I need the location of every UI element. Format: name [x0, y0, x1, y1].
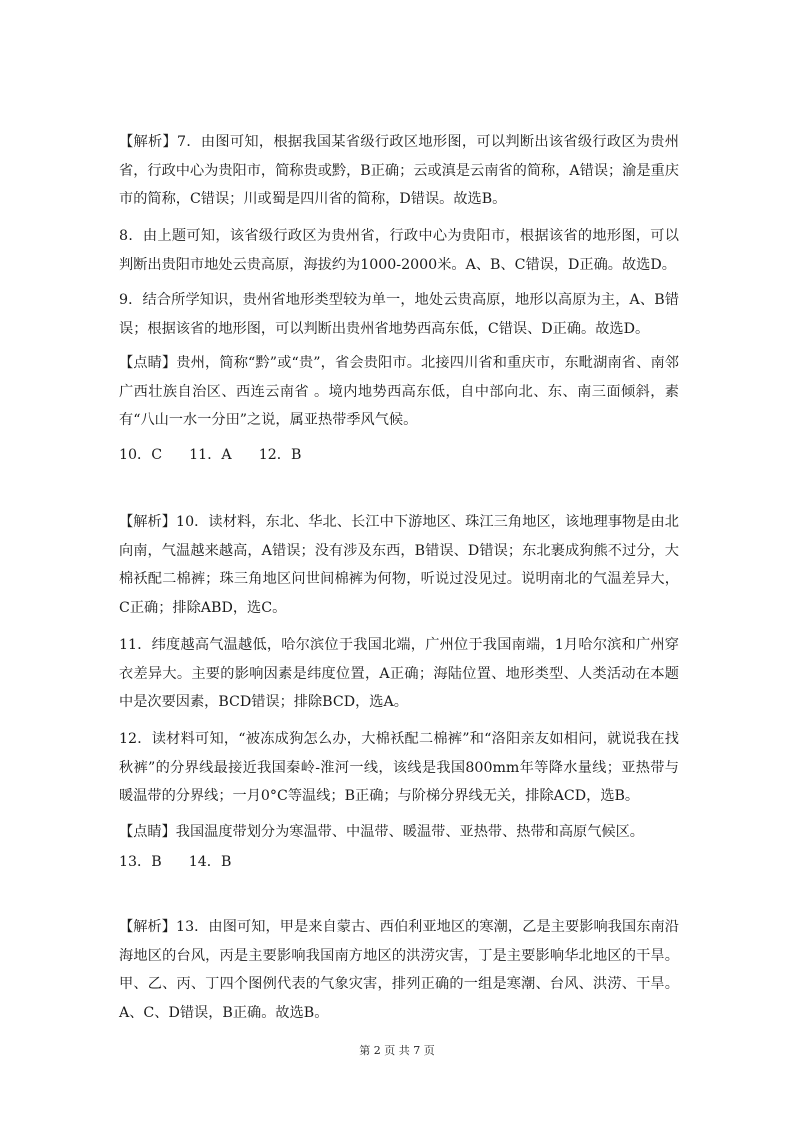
page-footer: 第 2 页 共 7 页 [359, 1044, 435, 1057]
paragraph-analysis-10: 【解析】10．读材料，东北、华北、长江中下游地区、珠江三角地区，该地理事物是由北向南，气温越来越高，A错误；没有涉及东西，B错误、D错误；东北裹成狗熊不过分，大棉袄配二棉裤；珠三角地区问世间棉裤为何物，听说过没见过。说明南北的气温差异大，C正确；排除ABD，选C。 [119, 514, 679, 616]
paragraph-analysis-11: 11．纬度越高气温越低，哈尔滨位于我国北端，广州位于我国南端，1月哈尔滨和广州穿衣差异大。主要的影响因素是纬度位置，A正确；海陆位置、地形类型、人类活动在本题中是次要因素，BCD错误；排除BCD，选A。 [119, 637, 679, 710]
paragraph-analysis-12: 12．读材料可知，“被冻成狗怎么办，大棉袄配二棉裤”和“洛阳亲友如相问，就说我在找秋裤”的分界线最接近我国秦岭-淮河一线，该线是我国800mm年等降水量线；亚热带与暖温带的分界线；一月0°C等温线；B正确；与阶梯分界线无关，排除ACD，选B。 [119, 731, 679, 804]
paragraph-analysis-7: 【解析】7．由图可知，根据我国某省级行政区地形图，可以判断出该省级行政区为贵州省，行政中心为贵阳市，简称贵或黔，B正确；云或滇是云南省的简称，A错误；渝是重庆市的简称，C错误；川或蜀是四川省的简称，D错误。故选B。 [119, 134, 679, 207]
answers-13-14: 13．B 14．B [119, 854, 232, 870]
answers-10-12: 10．C 11．A 12．B [119, 447, 302, 463]
paragraph-analysis-8: 8．由上题可知，该省级行政区为贵州省，行政中心为贵阳市，根据该省的地形图，可以判断出贵阳市地处云贵高原，海拔约为1000-2000米。A、B、C错误，D正确。故选D。 [119, 228, 679, 273]
paragraph-analysis-9: 9．结合所学知识，贵州省地形类型较为单一，地处云贵高原，地形以高原为主，A、B错误；根据该省的地形图，可以判断出贵州省地势西高东低，C错误、D正确。故选D。 [119, 292, 679, 337]
paragraph-tip-guizhou: 【点睛】贵州，简称“黔”或“贵”，省会贵阳市。北接四川省和重庆市，东毗湖南省、南邻广西壮族自治区、西连云南省 。境内地势西高东低，自中部向北、东、南三面倾斜，素有“八山一水一分田”之说，属亚热带季风气候。 [119, 355, 679, 428]
paragraph-analysis-13: 【解析】13．由图可知，甲是来自蒙古、西伯利亚地区的寒潮，乙是主要影响我国东南沿海地区的台风，丙是主要影响我国南方地区的洪涝灾害，丁是主要影响华北地区的干旱。甲、乙、丙、丁四个图例代表的气象灾害，排列正确的一组是寒潮、台风、洪涝、干旱。A、C、D错误，B正确。故选B。 [119, 919, 679, 1021]
paragraph-tip-temperature: 【点睛】我国温度带划分为寒温带、中温带、暖温带、亚热带、热带和高原气候区。 [119, 824, 644, 840]
